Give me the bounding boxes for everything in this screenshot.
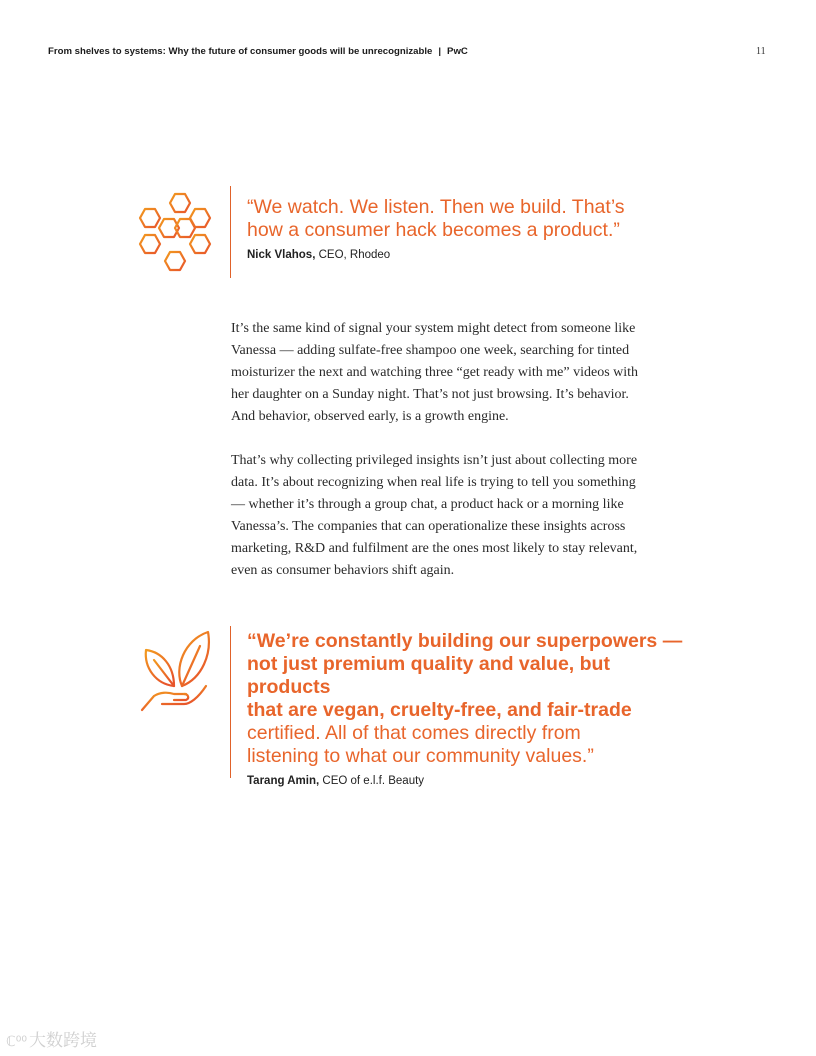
paragraph-line: And behavior, observed early, is a growth engine. (231, 409, 509, 424)
body-copy (231, 318, 701, 604)
quote-line: not just premium quality and value, but products (247, 653, 610, 698)
page-number: 11 (756, 46, 766, 57)
honeycomb-icon (137, 192, 215, 283)
paragraph-line: marketing, R&D and fulfilment are the ones most likely to stay relevant, (231, 541, 638, 556)
attribution-name: Tarang Amin, (247, 775, 320, 787)
quote-text (247, 186, 681, 242)
watermark-logo: ℂ⁰⁰ (6, 1034, 27, 1050)
paragraph-line: Vanessa — adding sulfate-free shampoo one week, searching for tinted (231, 343, 630, 358)
quote-line: how a consumer hack becomes a product.” (247, 219, 620, 241)
quote-line: that are vegan, cruelty-free, and fair-trade (247, 699, 632, 721)
quote-line: “We watch. We listen. Then we build. That’s (247, 196, 625, 218)
running-header (48, 46, 468, 57)
watermark (6, 1026, 97, 1051)
header-brand: PwC (447, 46, 468, 57)
quote-attribution (247, 775, 691, 787)
paragraph (231, 318, 701, 428)
paragraph-line: That’s why collecting privileged insights isn’t just about collecting more (231, 453, 638, 468)
paragraph-line: data. It’s about recognizing when real life is trying to tell you something (231, 475, 636, 490)
paragraph-line: even as consumer behaviors shift again. (231, 563, 455, 578)
quote-line: “We’re constantly building our superpowers — (247, 630, 683, 652)
paragraph (231, 450, 701, 582)
quote-line: listening to what our community values.” (247, 745, 594, 767)
header-title: From shelves to systems: Why the future of consumer goods will be unrecognizable (48, 46, 433, 57)
quote-attribution (247, 249, 681, 261)
attribution-name: Nick Vlahos, (247, 249, 316, 261)
paragraph-line: moisturizer the next and watching three “get ready with me” videos with (231, 365, 639, 380)
paragraph-line: It’s the same kind of signal your system might detect from someone like (231, 321, 636, 336)
watermark-text: 大数跨境 (29, 1031, 97, 1051)
quote-text (247, 626, 691, 768)
paragraph-line: — whether it’s through a group chat, a product hack or a morning like (231, 497, 624, 512)
header-separator: | (438, 46, 442, 57)
quote-block-amin (230, 626, 691, 787)
attribution-role: CEO, Rhodeo (318, 249, 391, 261)
hand-with-leaves-icon (138, 628, 214, 723)
paragraph-line: her daughter on a Sunday night. That’s not just browsing. It’s behavior. (231, 387, 629, 402)
quote-block-vlahos (230, 186, 681, 278)
paragraph-line: Vanessa’s. The companies that can operationalize these insights across (231, 519, 626, 534)
attribution-role: CEO of e.l.f. Beauty (322, 775, 425, 787)
quote-line: certified. All of that comes directly from (247, 722, 581, 744)
